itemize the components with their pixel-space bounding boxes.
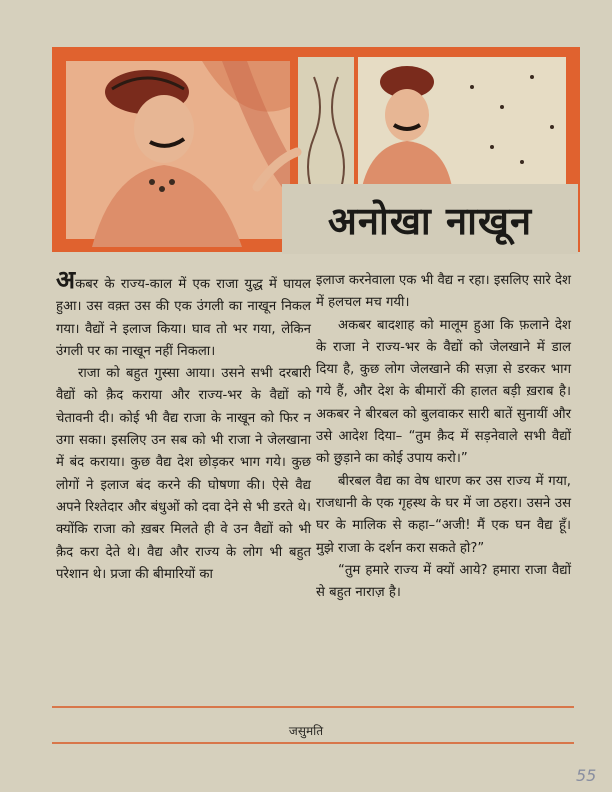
paragraph: अकबर बादशाह को मालूम हुआ कि फ़लाने देश के राजा ने राज्य-भर के वैद्यों को जेलखाने में डाल दिया है, कुछ लोग जेलखाने की सज़ा से डरकर भाग गये हैं, और देश के बीमारों की हालत बड़ी ख़राब है। अकबर ने बीरबल को बुलवाकर सारी बातें सुनायीं और उसे आदेश दिया– “तुम क़ैद में सड़नेवाले सभी वैद्यों को छुड़ाने का कोई उपाय करो।” [316,317,571,467]
paragraph: राजा को बहुत गुस्सा आया। उसने सभी दरबारी वैद्यों को क़ैद कराया और राज्य-भर के वैद्यों को चेतावनी दी। कोई भी वैद्य राजा के नाखून को फिर न उगा सका। इसलिए उन सब को भी राजा ने जेलखाना में बंद कराया। कुछ वैद्य देश छोड़कर भाग गये। कुछ लोगों ने इलाज बंद करने की घोषणा की। ऐसे वैद्य अपने रिश्तेदार और बंधुओं को दवा देने से भी डरते थे। क्योंकि राजा को ख़बर मिलते ही वे उन वैद्यों को भी क़ैद करा देते थे। वैद्य और राज्य के लोग भी बहुत परेशान थे। प्रजा की बीमारियों का [56,366,311,582]
title-box [282,184,578,254]
page-number: 55 [576,766,597,785]
king-face [134,95,194,163]
paragraph: “तुम हमारे राज्य में क्यों आये? हमारा राजा वैद्यों से बहुत नाराज़ है। [316,562,571,601]
magazine-name: जसुमति [288,724,324,738]
paragraph: इलाज करनेवाला एक भी वैद्य न रहा। इसलिए सारे देश में हलचल मच गयी। [316,273,571,311]
paragraph: अकबर के राज्य-काल में एक राजा युद्ध में घायल हुआ। उस वक़्त उस की एक उंगली का नाखून निकल गया। वैद्यों ने इलाज किया। घाव तो भर गया, लेकिन उंगली पर का नाखून नहीं निकला। [56,265,311,359]
drop-cap: अ [56,265,76,294]
footer-rule-top [52,706,574,708]
right-column [316,270,571,604]
footer-rule-bottom [52,742,574,744]
story-title: अनोखा नाखून [327,199,533,243]
king-face [385,89,429,141]
left-column [56,265,311,586]
paragraph: बीरबल वैद्य का वेष धारण कर उस राज्य में गया, राजधानी के एक गृहस्थ के घर में जा ठहरा। उसने उस घर के मालिक से कहा–“अजी! मैं एक घन वैद्य हूँ। मुझे राजा के दर्शन करा सकते हो?” [316,473,571,556]
